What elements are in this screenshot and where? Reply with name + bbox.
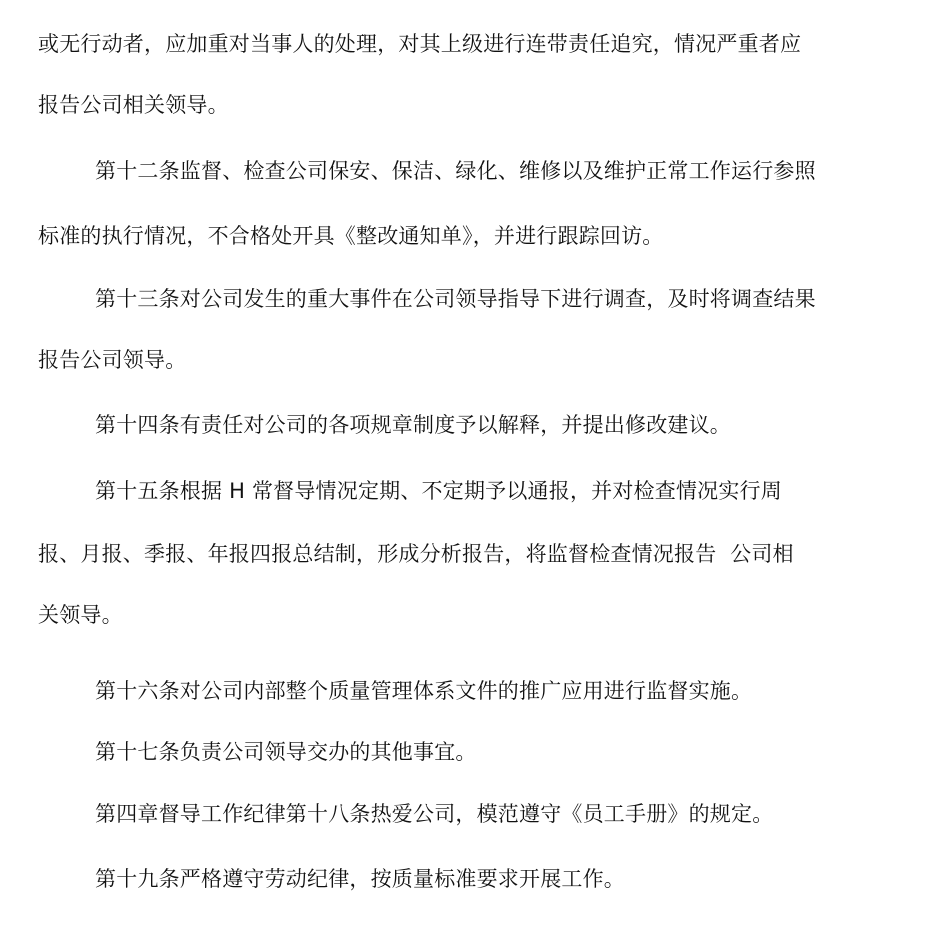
text-line-7: 第十四条有责任对公司的各项规章制度予以解释，并提出修改建议。: [95, 413, 731, 437]
text-line-6: 报告公司领导。: [38, 348, 187, 372]
text-line-13: 第四章督导工作纪律第十八条热爱公司，模范遵守《员工手册》的规定。: [95, 802, 774, 826]
text-line-3: 第十二条监督、检查公司保安、保洁、绿化、维修以及维护正常工作运行参照: [95, 159, 816, 183]
text-line-2: 报告公司相关领导。: [38, 93, 229, 117]
text-line-5: 第十三条对公司发生的重大事件在公司领导指导下进行调查，及时将调查结果: [95, 287, 816, 311]
text-line-10: 关领导。: [38, 603, 123, 627]
text-line-4: 标准的执行情况，不合格处开具《整改通知单》，并进行跟踪回访。: [38, 224, 664, 248]
text-line-9: 报、月报、季报、年报四报总结制，形成分析报告，将监督检查情况报告 公司相: [38, 542, 794, 566]
text-line-14: 第十九条严格遵守劳动纪律，按质量标准要求开展工作。: [95, 867, 625, 891]
text-line-12: 第十七条负责公司领导交办的其他事宜。: [95, 740, 477, 764]
text-line-8: 第十五条根据 H 常督导情况定期、不定期予以通报，并对检查情况实行周: [95, 479, 782, 503]
text-line-1: 或无行动者，应加重对当事人的处理，对其上级进行连带责任追究，情况严重者应: [38, 32, 802, 56]
text-line-11: 第十六条对公司内部整个质量管理体系文件的推广应用进行监督实施。: [95, 679, 753, 703]
